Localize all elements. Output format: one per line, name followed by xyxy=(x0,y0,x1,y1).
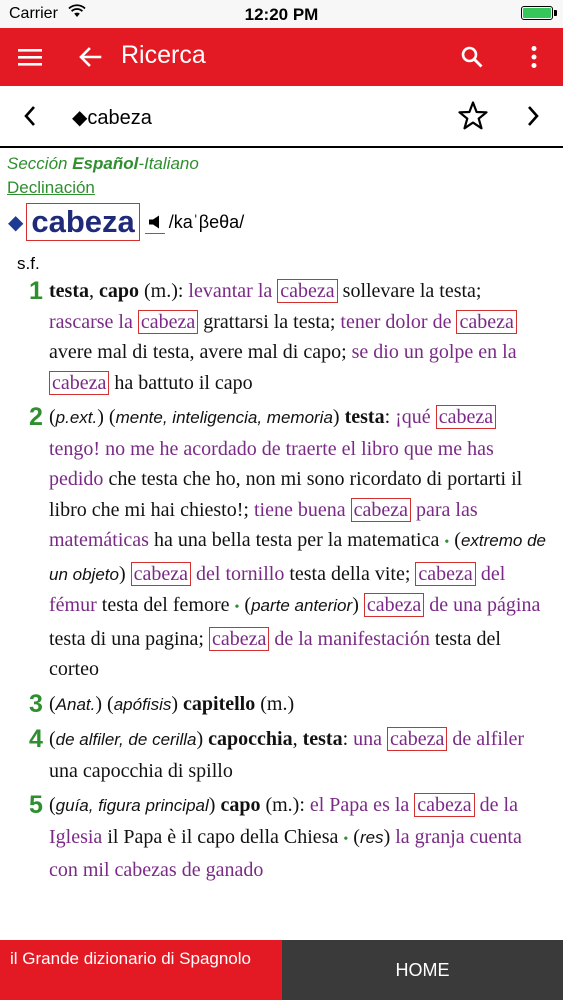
translation-text: testa del femore xyxy=(96,594,235,616)
text: ) xyxy=(171,692,184,715)
example-text: se dio un golpe en la xyxy=(351,341,517,363)
speaker-icon[interactable] xyxy=(145,211,165,234)
page-title: Ricerca xyxy=(121,41,206,69)
translation-text: che testa che ho, non mi sono ricordato di portarti il libro che mi hai chiesto!; xyxy=(49,468,523,521)
text: ( xyxy=(239,594,252,616)
sense-number: 1 xyxy=(29,277,43,305)
bullet: • xyxy=(234,600,240,615)
text: ) xyxy=(208,794,221,816)
highlighted-term: cabeza xyxy=(415,562,475,586)
sense-1 xyxy=(0,276,563,398)
translation-text: testa della vite; xyxy=(284,562,416,585)
translation-text: testa di una pagina; xyxy=(49,627,209,650)
highlighted-term: cabeza xyxy=(49,371,109,395)
text: ) xyxy=(118,562,131,585)
highlighted-term: cabeza xyxy=(209,627,269,651)
text: ) ( xyxy=(95,692,114,715)
usage-label: res xyxy=(359,827,384,847)
translation-text: sollevare la testa; xyxy=(337,280,482,302)
example-text: de la Iglesia xyxy=(49,794,518,848)
menu-icon[interactable] xyxy=(4,28,56,86)
usage-label: guía, figura principal xyxy=(55,796,209,815)
word-navigation-bar xyxy=(0,86,563,148)
sense-4 xyxy=(0,724,563,786)
translation-bold: testa xyxy=(49,280,89,302)
text: ( xyxy=(49,728,56,750)
text: : xyxy=(342,728,354,750)
highlighted-term: cabeza xyxy=(138,310,198,334)
back-arrow-icon[interactable] xyxy=(64,28,116,86)
text: ( xyxy=(49,406,56,428)
usage-label: de alfiler, de cerilla xyxy=(55,730,197,749)
senses-list xyxy=(0,276,563,890)
search-icon[interactable] xyxy=(446,28,498,86)
translation-bold: testa xyxy=(302,728,343,750)
example-text: de alfiler xyxy=(447,728,525,750)
sense-3 xyxy=(0,689,563,721)
text: ) ( xyxy=(97,406,116,428)
text: , xyxy=(292,728,303,750)
usage-label: parte anterior xyxy=(251,596,353,615)
bottom-bar xyxy=(0,940,563,1000)
example-text: del tornillo xyxy=(191,562,285,585)
text: , xyxy=(88,280,99,302)
headword: cabeza xyxy=(26,203,139,241)
usage-label: extremo de un objeto xyxy=(49,531,546,584)
highlighted-term: cabeza xyxy=(456,310,516,334)
translation-bold: capo xyxy=(220,794,261,816)
star-icon[interactable] xyxy=(449,86,497,146)
text: (m.): xyxy=(138,280,189,302)
section-label xyxy=(7,154,199,174)
sense-number: 3 xyxy=(29,689,43,718)
status-bar xyxy=(0,0,563,28)
usage-label: mente, inteligencia, memoria xyxy=(115,408,333,427)
translation-text: il Papa è il capo della Chiesa xyxy=(102,825,344,848)
text: ) xyxy=(332,406,345,428)
text: ) xyxy=(196,728,209,750)
highlighted-term: cabeza xyxy=(351,498,411,522)
dictionary-entry xyxy=(0,148,563,940)
translation-bold: capitello xyxy=(183,692,256,715)
bullet: • xyxy=(343,831,349,847)
highlighted-term: cabeza xyxy=(436,405,496,429)
carrier-label: Carrier xyxy=(9,5,58,22)
sense-number: 2 xyxy=(29,403,43,431)
example-text: una xyxy=(353,728,388,750)
chevron-right-icon[interactable] xyxy=(509,86,557,146)
battery-icon xyxy=(521,6,553,20)
text: ) xyxy=(352,594,364,616)
example-text: del fémur xyxy=(49,562,506,616)
text: ( xyxy=(49,794,56,816)
text: ) xyxy=(383,825,396,848)
translation-text: ha battuto il capo xyxy=(109,371,253,394)
dictionary-title-button[interactable]: il Grande dizionario di Spagnolo xyxy=(0,940,282,1000)
text: ( xyxy=(449,529,461,551)
grammar-label: s.f. xyxy=(17,254,40,273)
translation-text: avere mal di testa, avere mal di capo; xyxy=(49,341,352,363)
section-suffix: -Italiano xyxy=(138,154,199,173)
example-text: rascarse la xyxy=(49,310,138,333)
declination-link[interactable]: Declinación xyxy=(7,178,95,197)
translation-text: grattarsi la testa; xyxy=(198,310,341,333)
home-button[interactable]: HOME xyxy=(282,940,563,1000)
chevron-left-icon[interactable] xyxy=(6,86,54,146)
highlighted-term: cabeza xyxy=(131,562,191,586)
example-text: levantar la xyxy=(188,280,278,302)
headword-line xyxy=(8,202,244,242)
section-prefix: Sección xyxy=(7,154,73,173)
app-bar xyxy=(0,28,563,86)
diamond-marker: ◆ xyxy=(72,107,88,129)
translation-text: ha una bella testa per la matematica xyxy=(148,529,445,551)
text: : xyxy=(384,406,396,428)
highlighted-term: cabeza xyxy=(414,793,474,817)
headword-diamond: ◆ xyxy=(8,211,24,234)
example-text: tiene buena xyxy=(253,498,351,521)
translation-text: testa del corteo xyxy=(49,627,501,680)
sense-number: 5 xyxy=(29,791,43,819)
usage-label: apófisis xyxy=(113,694,172,714)
translation-text: una capocchia di spillo xyxy=(49,759,233,782)
text: (m.): xyxy=(260,794,310,816)
example-text: para las matemáticas xyxy=(49,498,478,551)
translation-bold: capo xyxy=(98,280,139,302)
example-text: la granja cuenta con mil cabezas de ganado xyxy=(49,825,522,881)
example-text: tengo! no me he acordado de traerte el libro que me has pedido xyxy=(49,437,494,490)
example-text: el Papa es la xyxy=(309,794,415,816)
bullet: • xyxy=(444,535,450,550)
usage-label: p.ext. xyxy=(55,408,98,427)
translation-bold: testa xyxy=(344,406,385,428)
highlighted-term: cabeza xyxy=(387,727,447,751)
example-text: ¡qué xyxy=(395,406,436,428)
text: ( xyxy=(49,692,56,715)
clock: 12:20 PM xyxy=(244,5,319,24)
pronunciation: /kaˈβeθa/ xyxy=(168,211,245,232)
sense-number: 4 xyxy=(29,725,43,753)
current-word xyxy=(72,105,152,130)
sense-2 xyxy=(0,402,563,685)
example-text: de la manifestación xyxy=(269,627,430,650)
highlighted-term: cabeza xyxy=(277,279,337,303)
usage-label: Anat. xyxy=(55,694,96,714)
example-text: tener dolor de xyxy=(340,310,457,333)
translation-bold: capocchia xyxy=(208,728,293,750)
current-word-label: cabeza xyxy=(87,107,152,129)
more-vertical-icon[interactable] xyxy=(508,28,560,86)
highlighted-term: cabeza xyxy=(364,593,424,617)
section-language: Español xyxy=(72,154,139,173)
text: (m.) xyxy=(255,692,295,715)
example-text: de una página xyxy=(424,594,541,616)
text: ( xyxy=(348,825,360,848)
sense-5 xyxy=(0,790,563,886)
